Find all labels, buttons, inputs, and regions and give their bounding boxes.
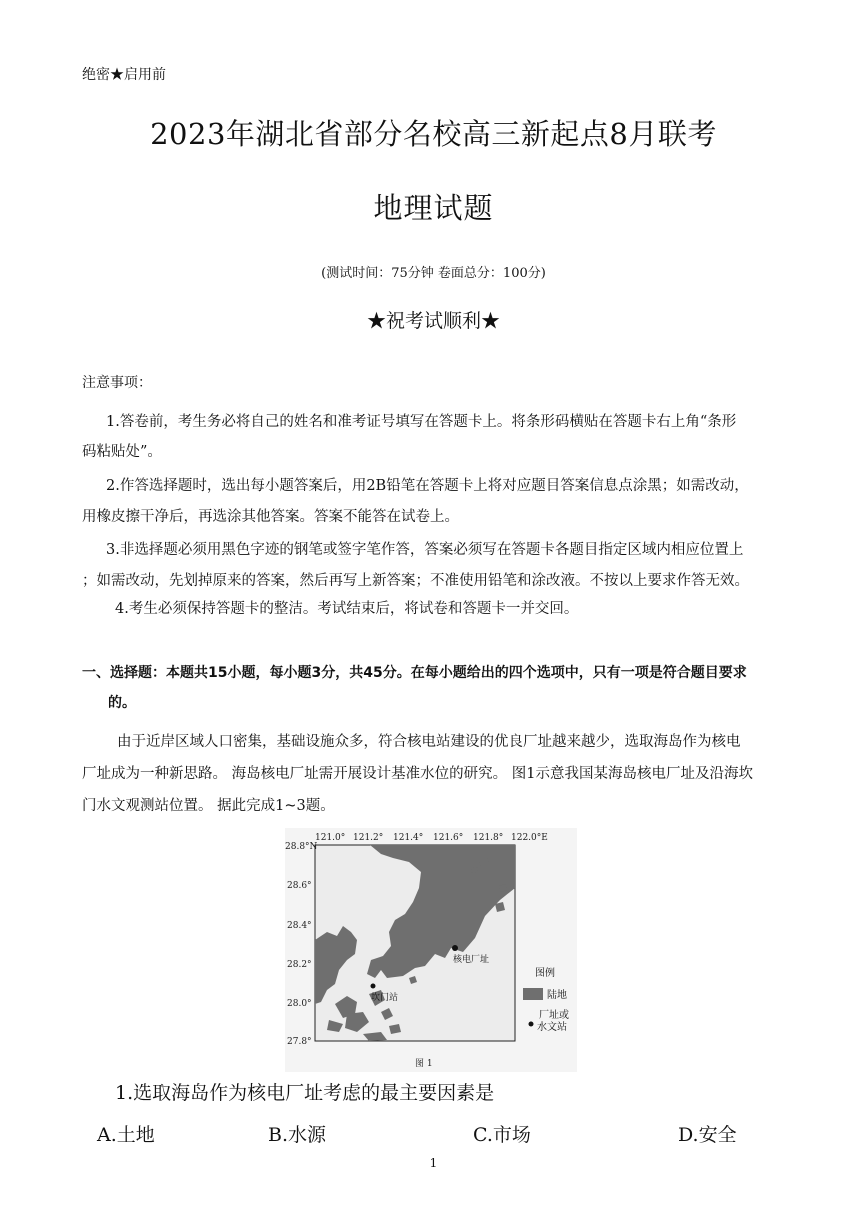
exam-time-info: (测试时间：75分钟 卷面总分：100分) (321, 266, 546, 281)
figure-caption: 图 1 (415, 1059, 433, 1069)
notice-item: 1.答卷前，考生务必将自己的姓名和准考证号填写在答题卡上。将条形码横贴在答题卡右上角“条形 (106, 414, 737, 430)
subject-title: 地理试题 (373, 191, 494, 225)
legend-site-label: 厂址或 (539, 1010, 569, 1021)
legend-site-marker (529, 1022, 534, 1027)
lat-label: 28.2° (287, 960, 312, 970)
exam-title: 2023年湖北省部分名校高三新起点8月联考 (150, 117, 717, 151)
lon-label: 121.4° (393, 833, 424, 843)
question-stem: 1.选取海岛作为核电厂址考虑的最主要因素是 (115, 1082, 495, 1104)
lat-label: 28.6° (287, 881, 312, 891)
lat-label: 28.0° (287, 999, 312, 1009)
notice-item: 用橡皮擦干净后，再选涂其他答案。答案不能答在试卷上。 (82, 509, 459, 525)
legend-land-label: 陆地 (547, 990, 567, 1001)
intro-paragraph-line: 由于近岸区域人口密集，基础设施众多，符合核电站建设的优良厂址越来越少，选取海岛作为核电 (117, 734, 741, 750)
notice-item: 2.作答选择题时，选出每小题答案后，用2B铅笔在答题卡上将对应题目答案信息点涂黑；如需改动， (106, 478, 749, 494)
lat-label: 28.8°N (285, 842, 318, 852)
page-number: 1 (429, 1156, 438, 1170)
option-a: A.土地 (97, 1124, 155, 1146)
lat-label: 27.8° (287, 1037, 312, 1047)
nuclear-site-marker (452, 945, 458, 951)
intro-paragraph-line: 门水文观测站位置。 据此完成1~3题。 (82, 798, 335, 814)
lon-label: 121.8° (473, 833, 504, 843)
station-label: 坎门站 (371, 993, 399, 1003)
option-b: B.水源 (268, 1124, 327, 1146)
notice-heading: 注意事项： (82, 375, 152, 391)
notice-item: 4.考生必须保持答题卡的整洁。考试结束后，将试卷和答题卡一并交回。 (115, 601, 579, 617)
figure-1-map (285, 828, 577, 1072)
confidential-mark: 绝密★启用前 (82, 67, 166, 83)
lon-label: 121.2° (353, 833, 384, 843)
section-heading: 一、选择题：本题共15小题，每小题3分，共45分。在每小题给出的四个选项中，只有一项是符合题目要求 (82, 665, 747, 681)
notice-item: ；如需改动，先划掉原来的答案，然后再写上新答案；不准使用铅笔和涂改液。不按以上要求作答无效。 (82, 573, 749, 589)
lon-label: 121.0° (315, 833, 346, 843)
notice-item: 3.非选择题必须用黑色字迹的钢笔或签字笔作答，答案必须写在答题卡各题目指定区域内相应位置上 (106, 542, 744, 558)
nuclear-site-label: 核电厂址 (453, 955, 490, 965)
lon-label: 122.0°E (511, 833, 548, 843)
station-marker (371, 984, 376, 989)
lat-label: 28.4° (287, 921, 312, 931)
option-d: D.安全 (678, 1124, 737, 1146)
option-c: C.市场 (473, 1124, 531, 1146)
legend-land-swatch (523, 988, 543, 1000)
notice-item: 码粘贴处”。 (82, 444, 162, 460)
section-heading-cont: 的。 (108, 695, 136, 711)
lon-label: 121.6° (433, 833, 464, 843)
legend-title: 图例 (535, 968, 555, 979)
legend-site-label: 水文站 (537, 1022, 567, 1033)
intro-paragraph-line: 厂址成为一种新思路。 海岛核电厂址需开展设计基准水位的研究。 图1示意我国某海岛核电厂址及沿海坎 (82, 766, 753, 782)
good-luck-line: ★祝考试顺利★ (366, 310, 500, 332)
